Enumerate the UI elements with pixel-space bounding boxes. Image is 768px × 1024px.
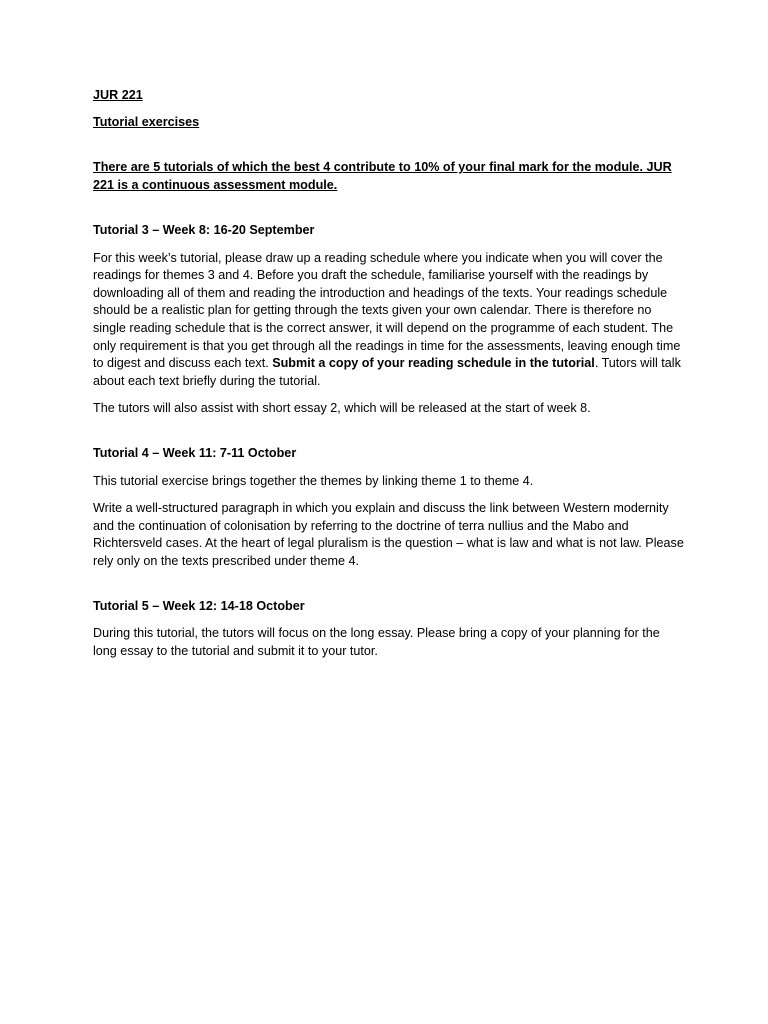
tutorial4-heading: Tutorial 4 – Week 11: 7-11 October <box>93 446 297 461</box>
document-page <box>93 87 685 660</box>
tutorial3-submit-instruction: Submit a copy of your reading schedule in the tutorial <box>272 356 595 371</box>
tutorial3-heading: Tutorial 3 – Week 8: 16-20 September <box>93 223 315 238</box>
tutorial3-paragraph-2: The tutors will also assist with short essay 2, which will be released at the start of week 8. <box>93 401 591 416</box>
tutorial3-text-b: . Tutors will talk about each text briefly during the tutorial. <box>93 356 681 388</box>
tutorial5-paragraph-1: During this tutorial, the tutors will focus on the long essay. Please bring a copy of your planning for the long essay to the tutorial and submit it to your tutor. <box>93 626 660 658</box>
tutorial3-text-a: For this week’s tutorial, please draw up a reading schedule where you indicate when you will cover the readings for themes 3 and 4. Before you draft the schedule, familiarise yourself with the readings by downloading all of them and reading the introduction and headings of the texts. Your readings schedule should be a realistic plan for getting through the texts given your own calendar. There is therefore no single reading schedule that is the correct answer, it will depend on the programme of each student. The only requirement is that you get through all the readings in time for the assessments, leaving enough time to digest and discuss each text. <box>93 250 681 371</box>
document-subtitle: Tutorial exercises <box>93 115 200 130</box>
tutorial4-paragraph-2: Write a well-structured paragraph in which you explain and discuss the link between Western modernity and the continuation of colonisation by referring to the doctrine of terra nullius and the Mabo and Richtersveld cases. At the heart of legal pluralism is the question – what is law and what is not law. Please rely only on the texts prescribed under theme 4. <box>93 500 684 568</box>
course-code: JUR 221 <box>93 88 143 102</box>
tutorial5-heading: Tutorial 5 – Week 12: 14-18 October <box>93 598 305 613</box>
intro-statement: There are 5 tutorials of which the best 4 contribute to 10% of your final mark for the module. JUR 221 is a continuous assessment module. <box>93 160 672 193</box>
tutorial3-paragraph-1 <box>93 250 685 391</box>
tutorial4-paragraph-1: This tutorial exercise brings together the themes by linking theme 1 to theme 4. <box>93 473 534 488</box>
